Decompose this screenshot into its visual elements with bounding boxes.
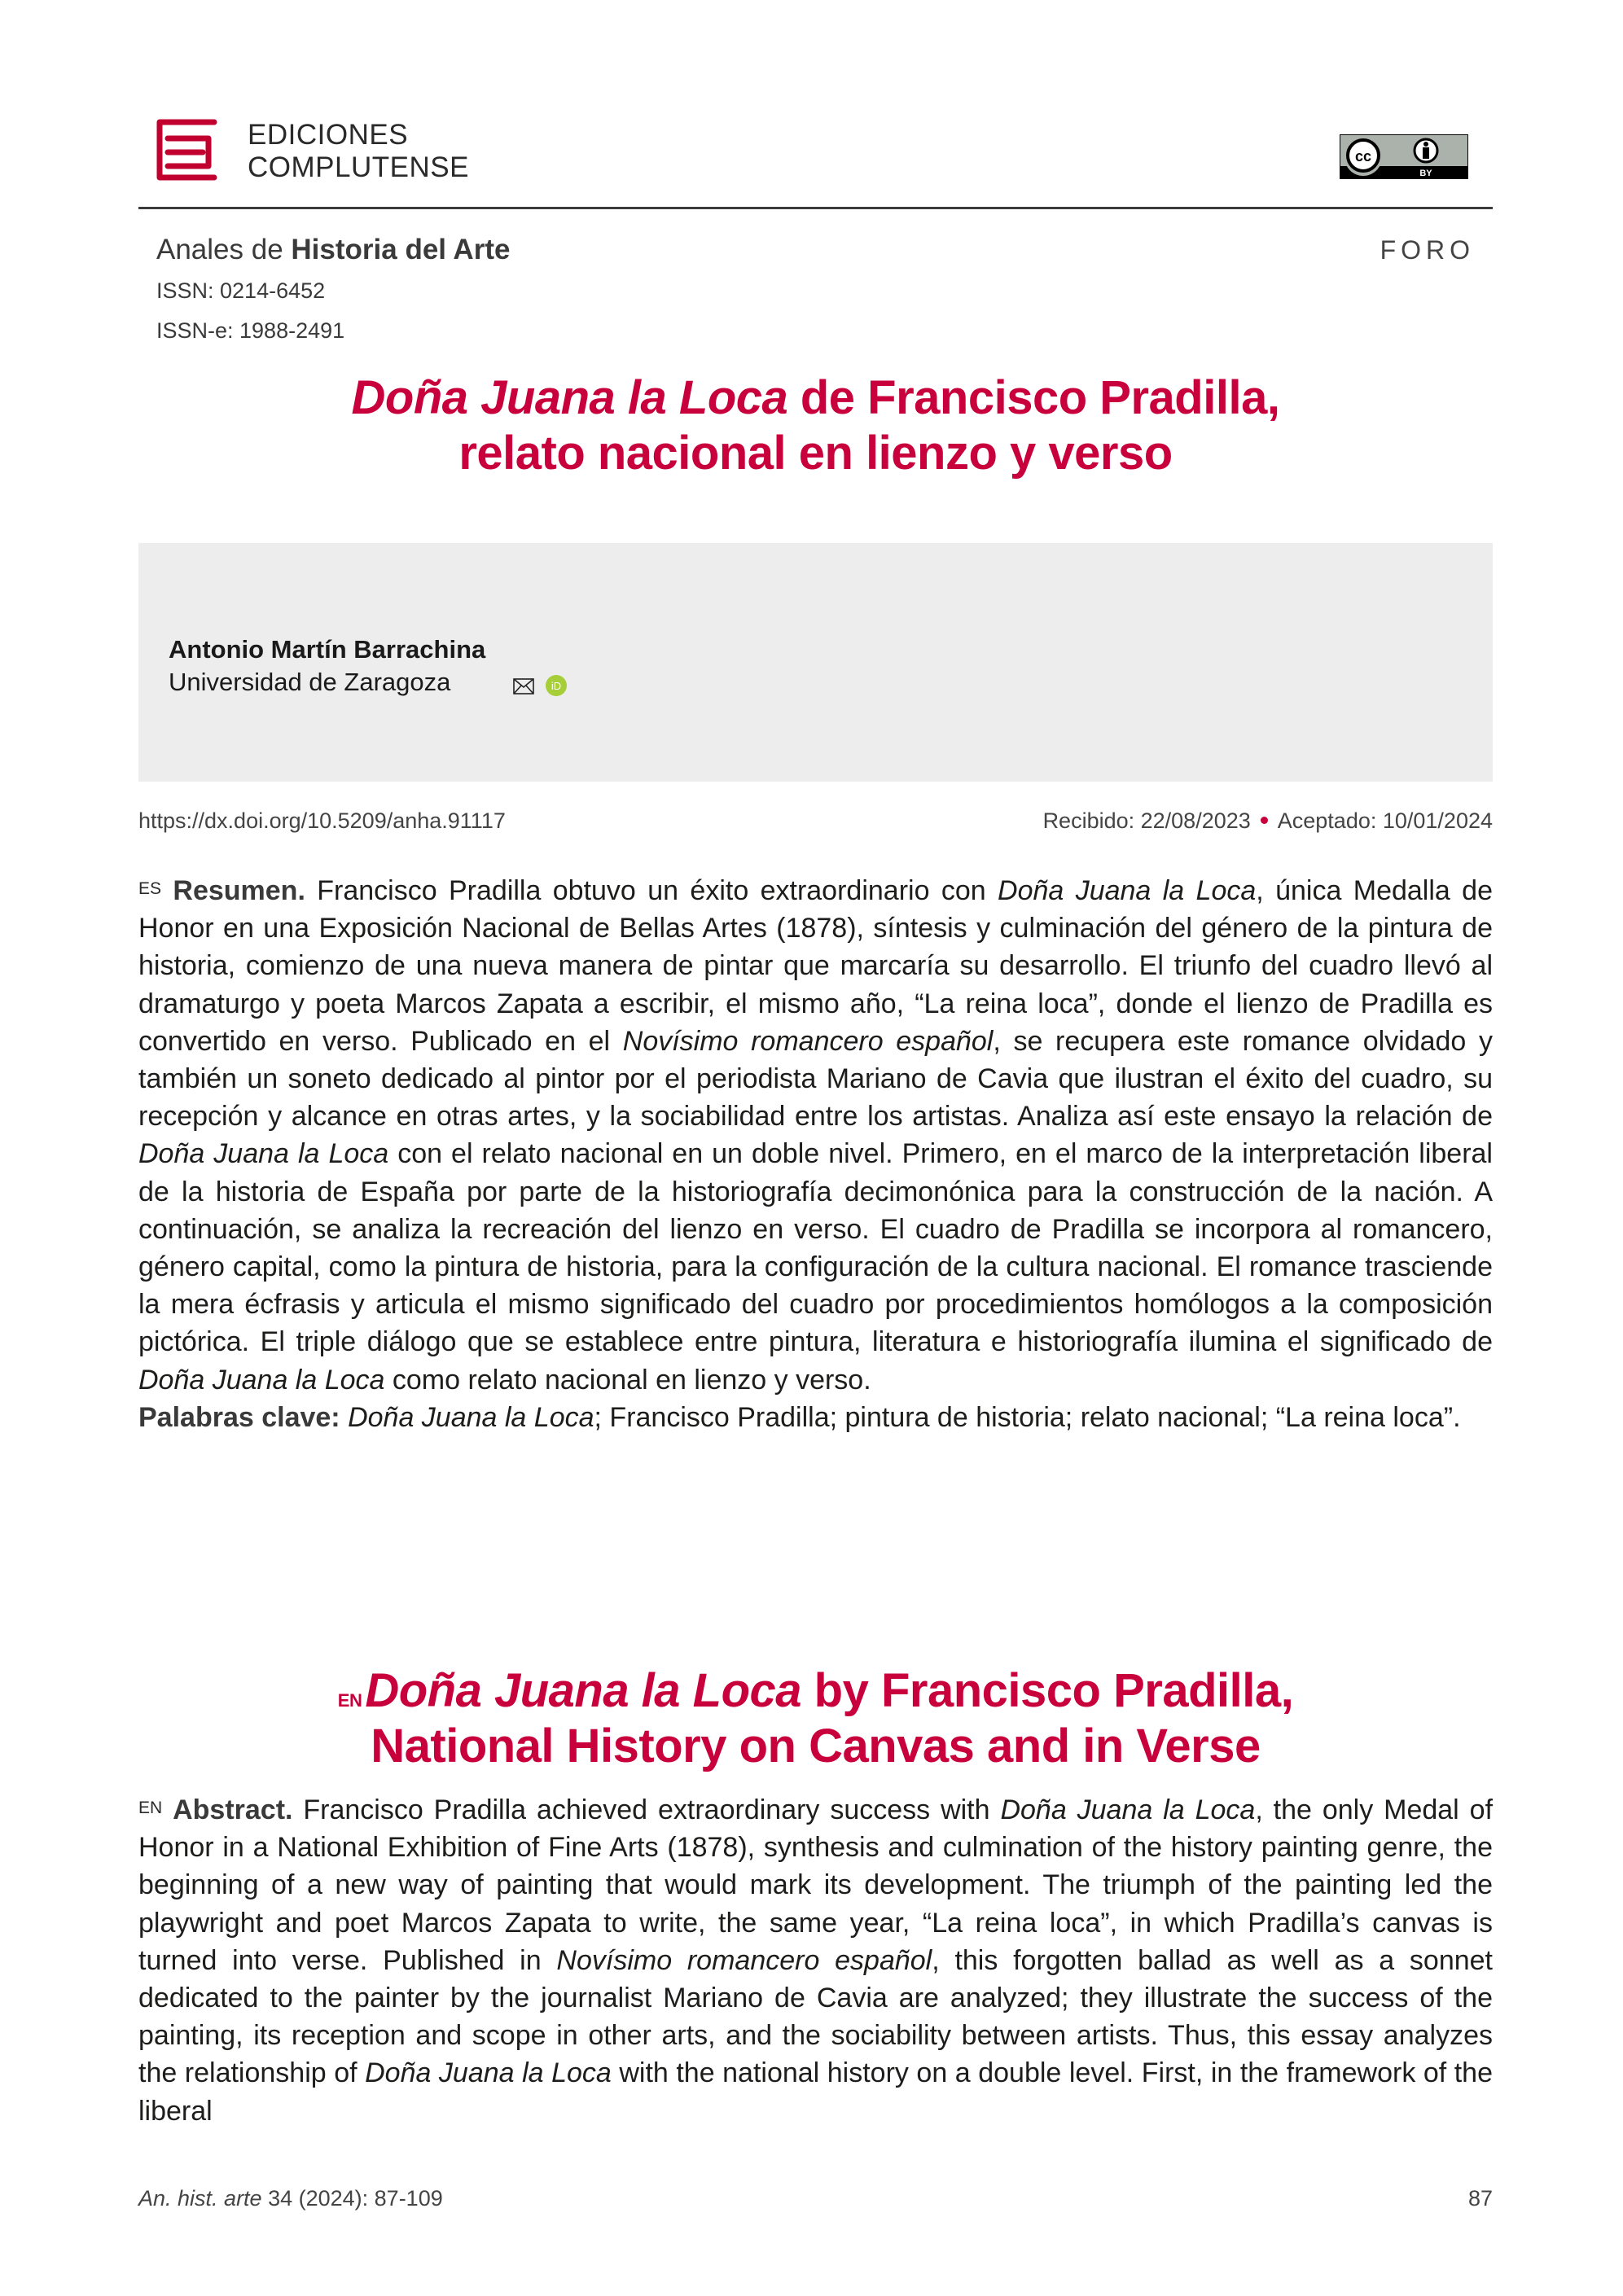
license-label: BY: [1419, 169, 1432, 178]
keywords-text: ; Francisco Pradilla; pintura de historia; relato nacional; “La reina loca”.: [594, 1401, 1461, 1433]
publisher-line1: EDICIONES: [248, 119, 409, 151]
attribution-icon: [1415, 139, 1437, 162]
separator-dot: [1261, 817, 1268, 824]
title-es-italic: Doña Juana la Loca: [351, 371, 788, 424]
abstract-es-italic: Doña Juana la Loca: [138, 1138, 389, 1170]
lang-tag-en-title: EN: [337, 1690, 362, 1711]
title-en-rest: by Francisco Pradilla,: [801, 1664, 1294, 1717]
abstract-es-heading: Resumen.: [173, 875, 305, 906]
abstract-es-text: Francisco Pradilla obtuvo un éxito extraordinario con: [305, 875, 998, 906]
doi-link[interactable]: https://dx.doi.org/10.5209/anha.91117: [138, 808, 506, 833]
abstract-es-italic: Doña Juana la Loca: [998, 875, 1257, 906]
abstract-es-text: , se recupera este romance olvidado y también un soneto dedicado al pintor por el periodista Mariano de Cavia que ilustran el éxito del cuadro, su recepción y alcance en otras artes, y la sociabilidad entre los artistas. Analiza así este ensayo la relación de: [138, 1025, 1493, 1133]
title-es-line2: relato nacional en lienzo y verso: [458, 427, 1173, 480]
section-label: FORO: [1380, 235, 1475, 265]
lang-tag-en: EN: [138, 1799, 163, 1817]
journal-title: [156, 234, 510, 266]
abstract-en-text: , this forgotten ballad as well as a sonnet dedicated to the painter by the journalist Mariano de Cavia are analyzed; they illustrate the success of the painting, its reception and scope in other arts, and the sociability between artists. Thus, this essay analyzes the relationship of: [138, 1944, 1493, 2089]
orcid-icon[interactable]: [546, 675, 567, 696]
cc-by-license-badge[interactable]: [1340, 134, 1468, 179]
author-name: Antonio Martín Barrachina: [169, 635, 486, 664]
abstract-en-text: with the national history on a double level. First, in the framework of the liberal: [138, 2057, 1493, 2127]
cc-icon: [1344, 138, 1382, 176]
publisher-line2: COMPLUTENSE: [248, 151, 469, 183]
abstract-es: [138, 872, 1493, 1436]
author-affiliation: Universidad de Zaragoza: [169, 668, 451, 696]
keywords-label: Palabras clave:: [138, 1401, 340, 1433]
keywords-es: [138, 1399, 1493, 1436]
lang-tag-es: ES: [138, 879, 162, 898]
article-title-en: [138, 1663, 1493, 1774]
abstract-en-text: , the only Medal of Honor in a National Exhibition of Fine Arts (1878), synthesis and culmination of the history painting genre, the beginning of a new way of painting that would mark its development. The triumph of the painting led the playwright and poet Marcos Zapata to write, the same year, “La reina loca”, in which Pradilla’s canvas is turned into verse. Published in: [138, 1794, 1494, 1976]
journal-name: Historia del Arte: [291, 234, 511, 265]
abstract-en-text: Francisco Pradilla achieved extraordinary success with: [292, 1794, 1001, 1825]
header-divider: [138, 207, 1493, 209]
journal-prefix: Anales de: [156, 234, 292, 265]
mail-icon[interactable]: [513, 678, 534, 694]
publisher-name: [248, 119, 469, 184]
footer-journal-abbr: An. hist. arte: [138, 2186, 262, 2211]
footer-citation: [138, 2186, 443, 2211]
abstract-en-italic: Novísimo romancero español: [556, 1944, 932, 1976]
abstract-en-italic: Doña Juana la Loca: [1000, 1794, 1256, 1825]
svg-text:iD: iD: [551, 680, 562, 692]
abstract-es-text: como relato nacional en lienzo y verso.: [384, 1364, 871, 1396]
footer-volume: 34 (2024): 87-109: [261, 2186, 443, 2211]
issn: ISSN: 0214-6452: [156, 278, 326, 303]
title-es-rest: de Francisco Pradilla,: [787, 371, 1280, 424]
title-en-italic: Doña Juana la Loca: [365, 1664, 802, 1717]
abstract-es-italic: Novísimo romancero español: [622, 1025, 994, 1057]
accepted-date: Aceptado: 10/01/2024: [1277, 808, 1493, 833]
title-en-line2: National History on Canvas and in Verse: [371, 1720, 1261, 1772]
page-number: 87: [1467, 2186, 1493, 2211]
abstract-es-text: con el relato nacional en un doble nivel. Primero, en el marco de la interpretación liberal de la historia de España por parte de la historiografía decimonónica para la construcción de la nación. A continuación, se analiza la recreación del lienzo en verso. El cuadro de Pradilla se incorpora al romancero, género capital, como la pintura de historia, para la configuración de la cultura nacional. El romance trasciende la mera écfrasis y articula el mismo significado del cuadro por procedimientos homólogos a la composición pictórica. El triple diálogo que se establece entre pintura, literatura e historiografía ilumina el significado de: [138, 1138, 1493, 1358]
abstract-es-italic: Doña Juana la Loca: [138, 1364, 385, 1396]
svg-text:cc: cc: [1354, 148, 1372, 164]
ediciones-complutense-logo: [156, 119, 217, 181]
abstract-en: [138, 1791, 1493, 2130]
abstract-en-heading: Abstract.: [173, 1794, 293, 1825]
issn-e: ISSN-e: 1988-2491: [156, 318, 345, 343]
received-date: Recibido: 22/08/2023: [1042, 808, 1251, 833]
article-title-es: [138, 370, 1493, 481]
abstract-es-text: , única Medalla de Honor en una Exposición Nacional de Bellas Artes (1878), síntesis y culminación del género de la pintura de historia, comienzo de una nueva manera de pintar que marcaría su desarrollo. El triunfo del cuadro llevó al dramaturgo y poeta Marcos Zapata a escribir, el mismo año, “La reina loca”, donde el lienzo de Pradilla es convertido en verso. Publicado en el: [138, 875, 1494, 1057]
keywords-italic: Doña Juana la Loca: [340, 1401, 594, 1433]
article-dates: [1043, 808, 1493, 834]
abstract-en-italic: Doña Juana la Loca: [365, 2057, 612, 2089]
